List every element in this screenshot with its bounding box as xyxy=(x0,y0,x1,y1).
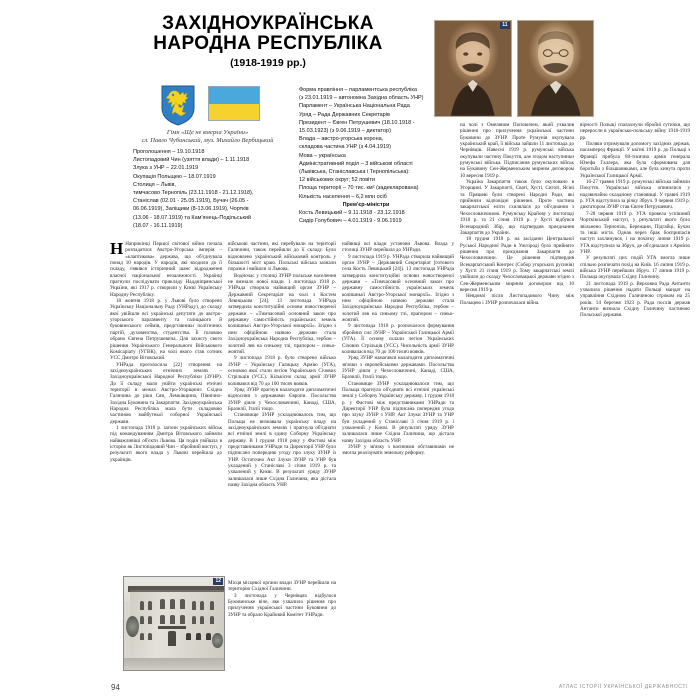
fact-item: 12 військових округ; 52 повіти xyxy=(299,177,375,184)
fact-item: (13.06 - 18.07.1919) та Кам'янець-Подільський xyxy=(133,214,251,221)
paragraph: найвищі всі влади установи Львова. Влада у столиці ЗУНР перейшла до УНРади. xyxy=(342,241,454,254)
page-title-line2: НАРОДНА РЕСПУБЛІКА xyxy=(153,33,383,54)
pm-subtitle: Прем'єр-міністри xyxy=(342,201,390,208)
coat-of-arms-lion-icon xyxy=(160,84,196,126)
paragraph: УНРада проголосила [22] створення на західноукраїнських етнічних землях – Західноукраїнської Народної Республіки (ЗУНР). До її складу мали увійти українські етнічні території в межах Австро-Угорщини: Східна Галичина до ріки Сян, Лемківщина, Північно-Західна Буковина та Закарпаття. Західноукраїнська Народна Республіка мала бути складовою частиною майбутньої соборної Української держави. xyxy=(110,361,222,425)
paragraph: вірності Польщі спалахнули збройні сутички, що переросли в українсько-польську війну 1918-1919 рр. xyxy=(580,122,690,141)
fact-item: 06.06.1919), Заліщики (8-13.06.1919), Чортків xyxy=(133,206,249,213)
page-header xyxy=(108,14,428,69)
page-number: 94 xyxy=(111,683,120,692)
paragraph: 9 листопада 1918 р. було створено військо ЗУНР – Українську Галицьку Армію (УГА), основою якої стали легіон Українських Січових Стрільців (УСС). Кількісно склад армії ЗУНР коливався від 70 до 100 тисяч вояків. xyxy=(228,355,336,387)
paragraph: Становище ЗУНР ускладнювалось тим, що Польща не визнавала українську владу на західноукраїнських землях і прагнула об'єднати всі етнічні землі в єдину Соборну Українську державу. В І грудня 1918 року у Фастові між представниками УНРади та Директорії УНР було підписано попередню угоду про злуку ЗУНР із УНР. Остаточно Акт Злуки ЗУНР та УНР був укладений у Станіславі 3 січня 1919 р. та ухвалений у Києві. В результаті уряду ЗУНР залишалася лише Східна Галичина, яка дістала назву Західна область УНР. xyxy=(228,412,336,489)
body-column-3 xyxy=(342,241,454,457)
paragraph: військові частини, які перебували на території Галичини, також перейшли до її складу. Було відновлено український військовий контроль у більшості міст краю. Польські війська зазнали поразки і вийшли зі Львова. xyxy=(228,241,336,273)
fact-item: Президент – Євген Петрушевич (18.10.1918 - xyxy=(299,119,415,126)
fact-item: Уряд – Рада Державних Секретарів xyxy=(299,111,390,118)
body-column-4 xyxy=(460,122,574,306)
paragraph: 7-28 червня 1919 р. УГА провела успішний Чортківський наступ, у результаті якого було звільнено Тернопіль, Бережани, Підгайці, Бучач та інші міста. Однак через брак боєприпасів наступ захлинувся, і на початку липня 1919 р. УГА відступила за Збруч, де об'єдналася з Армією УНР. xyxy=(580,210,690,255)
paragraph: 9 листопада 1918 р. розпочалося формування збройних сил ЗУНР – Української Галицької Армії (УГА). Її основу склали легіон Українських Січових Стрільців (УСС). Чисельність армії ЗУНР коливалася від 70 до 100 тисяч вояків. xyxy=(342,323,454,355)
figure-badge: 12 xyxy=(215,578,221,584)
figure-badge: 11 xyxy=(502,22,508,28)
paragraph: Наприкінці Першої світової війни почала розпадатися Австро-Угорська імперія – «клаптикова» держава, що об'єднувала понад 10 народів. У народів, які входили до її складу, з'явився історичний шанс відродження власної національної незалежності. Українці прагнули послідувати прикладу Наддніпрянської України, які 1917 р. створили у Києві Українську Народну Республіку. xyxy=(110,241,222,298)
paragraph: Уряд ЗУНР намагався налагодити дипломатичні зв'язки з європейськими державами. Посольства ЗУНР діяли у Чехословаччині, Канаді, США, Бразилії, Італії тощо. xyxy=(342,355,454,381)
paragraph: 21 листопада 1919 р. Верховна Рада Антанти ухвалила рішення надати Польщі мандат на управління Східною Галичиною строком на 25 років. 14 березня 1923 р. Рада послів держав Антанти визнала Східну Галичину частиною Польської держави. xyxy=(580,280,690,319)
fact-item: Листопадовий Чин (узяття влади) – 1.11.1918 xyxy=(133,157,250,164)
paragraph: Становище ЗУНР ускладнювалося тим, що Польща прагнула об'єднати всі етнічні українські землі у Соборну Українську державу. 1 грудня 1918 р. у Фастові між представниками УНРади та Директорії УНР була підписана попередня угода про злуку ЗУНР з УНР. Акт Злуки ЗУНР та УНР був укладений у Станіславі 3 січня 1919 р. і ухвалений у Києві. В результаті уряду ЗУНР залишалася лише Східна Галичина, що дістала назву Західна область УНР. xyxy=(342,380,454,444)
ukrainian-flag-icon xyxy=(208,86,260,121)
anthem-title: Гімн «Ще не вмерла України» xyxy=(166,129,249,136)
fact-item: Форма правління – парламентська республіка xyxy=(299,87,417,93)
drop-cap: Н xyxy=(110,239,124,258)
paragraph: ЗУНР у зв'язку з воєнними обставинами не змогла реалізувати земельну реформу. xyxy=(342,444,454,457)
paragraph: на чолі з Омеляном Поповичем, який ухвалив рішення про прилучення української частини Буковини до ЗУНР. Проте Румунія окупувала український край, її війська зайшли 11 листопада до Чернівців. Навесні 1919 р. румунські війська окупували частину Покуття, але згодом наступники румунські війська. Підписання румунських військ на Буковину Сен-Жерменським мирним договором 10 вересня 1919 р. xyxy=(460,122,574,179)
portrait-face-icon xyxy=(518,21,594,116)
fact-item: Злука з УНР – 22.01.1919 xyxy=(133,165,199,172)
body-column-1 xyxy=(110,241,222,463)
fact-item: Влада – австро-угорська корона, xyxy=(299,136,384,143)
paragraph: У результаті цих подій УГА змогла лише спільно розпочати похід на Київ. 16 липня 1919 р. війська ЗУНР перейшли Збруч. 17 липня 1919 р. Польща окупувала Східну Галичину. xyxy=(580,255,690,281)
fact-item: Станіслав (02.01 - 25.05.1919), Бучач (26.05 - xyxy=(133,198,249,205)
paragraph: 18 грудня 1918 р. на засіданні Центральної Руської Народної Ради в Ужгороді було прийнято рішення про приєднання Закарпаття до Чехословаччини. Це рішення підтвердив Всекарпатський Конгрес (Собор угорських русинів) у Хусті 21 січня 1919 р. Тому закарпатські землі увійшли до складу Чехословацької держави згідно з Сен-Жерменським мирним договором від 10 вересня 1919 р. xyxy=(460,236,574,293)
fact-item: Кількість населення – 6,2 млн осіб xyxy=(299,193,387,200)
fact-item: Парламент – Українська Національна Рада xyxy=(299,103,410,110)
page-title-years: (1918-1919 рр.) xyxy=(230,57,306,69)
portrait-kost-levytskyi xyxy=(517,20,595,117)
fact-item: Окупація Польщею – 18.07.1919 xyxy=(133,173,216,180)
facts-left-column xyxy=(133,148,296,230)
fact-item: тимчасово Тернопіль (23.11.1918 - 21.12.1918), xyxy=(133,190,254,197)
fact-item: складова частина УНР (з 4.04.1919) xyxy=(299,144,391,151)
paragraph: Поляки отримували допомогу західних держав, насамперед Франції. У квітні 1919 р. до Польщі з Франції прибула 80-тисячна армія генерала Юзефа Галлера, яка була сформована для боротьби з більшовиками, але була кинута проти Української Галицької Армії. xyxy=(580,141,690,179)
paragraph: Уряд ЗУНР прагнув налагодити дипломатичні відносини з державами Європи. Посольства ЗУНР діяли у Чехословаччині, Канаді, США, Бразилії, Італії тощо. xyxy=(228,386,336,412)
pm-item: Сидір Голубович – 4.01.1919 - 9.06.1919 xyxy=(299,218,402,225)
paragraph: З листопада у Чернівцях відбулося Буковинське віче, яке ухвалило рішення про прилучення української частини Буковини до ЗУНР та обрало Крайовий Комітет УНРади. xyxy=(228,592,336,618)
fact-item: Проголошення – 19.10.1918 xyxy=(133,149,205,155)
fact-item: Адміністративний поділ – 3 військові області xyxy=(299,160,413,167)
page-title-line1: ЗАХІДНОУКРАЇНСЬКА xyxy=(162,13,374,34)
portrait-photos xyxy=(434,20,594,115)
pm-item: Кость Левицький – 9.11.1918 - 23.12.1918 xyxy=(299,210,405,217)
body-column-5 xyxy=(580,122,690,319)
fact-item: Столиця – Львів, xyxy=(133,181,176,188)
paragraph: 9 листопада 1919 р. УНРада створила найвищий орган ЗУНР – Державний Секретаріат [готового села Кость Левицький [24]). 13 листопада УНРада затвердила конституційні основи новоствореної держави – «Тимчасовий основний закон про державну самостійність українських земель колишньої Австро-Угорської монархії». Згідно з ним офіційною назвою держави стала Західноукраїнська Народна Республіка, гербом – золотий лев на синьому тлі, прапором – синьо-жовтий. xyxy=(342,253,454,324)
paragraph: Місця місцевої органи влади ЗУНР перейшли на територію Східної Галичини. xyxy=(228,580,336,593)
paragraph: Невдовзі після Листопадового Чину між Польщею і ЗУНР розпочалася війна. xyxy=(460,293,574,306)
paragraph: 16-27 травня 1919 р. румунські війська зайняли Покуття. Українські війська опинилися у надзвичайно складному становищі. У травні 1919 р. УГА відступила за річку Збруч. 9 червня 1919 р. диктатором ЗУНР став Євген Петрушевич. xyxy=(580,179,690,211)
fact-item: 15.03.1923) (з 9.06.1919 – диктатор) xyxy=(299,128,391,135)
fact-item: Площа території – 70 тис. км² (задекларована) xyxy=(299,185,419,192)
building-photo-seym-lviv xyxy=(123,576,225,671)
paragraph: Водночас у столиці ЗУНР польське населення не визнало нової влади. 1 листопада 1918 р. УНРада створила найвищий орган ЗУНР – Державний Секретаріат на чолі з Костем Левицьким [24]. 13 листопада УНРада затвердила конституційні основи новоствореної держави – «Тимчасовий основний закон про державну самостійність українських земель колишньої Австро-Угорської монархії». Згідно з ним офіційною назвою держави стала Західноукраїнська Народна Республіка, гербом – золотий лев на синьому тлі, прапором – синьо-жовтий. xyxy=(228,272,336,355)
body-column-2-lower xyxy=(228,580,336,618)
portrait-yevhen-petrushevych xyxy=(434,20,512,117)
facts-right-column xyxy=(299,86,433,225)
fact-item: (18.07 - 16.11.1919) xyxy=(133,222,183,229)
paragraph: 18 жовтня 1918 р. у Львові було створено Українську Національну Раду (УНРаду), до складу якої увійшли всі українські депутати до австро-угорського парламенту та галицького й буковинського сеймів, представники політичних партій, духовенства, студентства. Її головою обрано Євгена Петрушевича. Для захисту свого рішення Українського Генерального Військового Комісаріату (УГВК), на чолі якого став сотник УСС Дмитро Вітовський. xyxy=(110,298,222,362)
footer-note: АТЛАС ІСТОРІЇ УКРАЇНСЬКОЇ ДЕРЖАВНОСТІ xyxy=(558,684,688,690)
fact-item: Мова – українська xyxy=(299,152,346,159)
fact-item: (Львівська, Станіславська і Тернопільська): xyxy=(299,169,410,176)
anthem-caption xyxy=(120,129,295,145)
anthem-authors: сл. Павло Чубинський, муз. Михайло Вербицький xyxy=(141,137,274,144)
portrait-face-icon xyxy=(435,21,511,116)
paragraph: Україна Закарпаття також було окуповано в Угорщині. У Закарпатті, Сваті, Хусті, Сиготі, Ясіні та Пряшеві були створені Народні Ради, які прийняли відповідні рішення. Проте частина закарпатської еліти схилялася до об'єднання з Чехословаччиною. Румунську Крайову у листопаді 1918 р. та 21 січня 1919 р. у Хусті відбувся Всенародний Збір, що підтвердив приєднання Закарпаття до України. xyxy=(460,179,574,236)
paragraph: 1 листопада 1918 р. загони українських військ під командуванням Дмитра Вітовського зайняли найважливіші об'єкти Львова. Ця подія увійшла в історію як Листопадовий Чин – збройний виступ, у результаті якого влада у Львові перейшла до українців. xyxy=(110,424,222,463)
body-column-2 xyxy=(228,241,336,488)
state-symbols xyxy=(150,84,270,126)
fact-item: (з 23.01.1919 – автономна Західна область УНР) xyxy=(299,95,424,102)
